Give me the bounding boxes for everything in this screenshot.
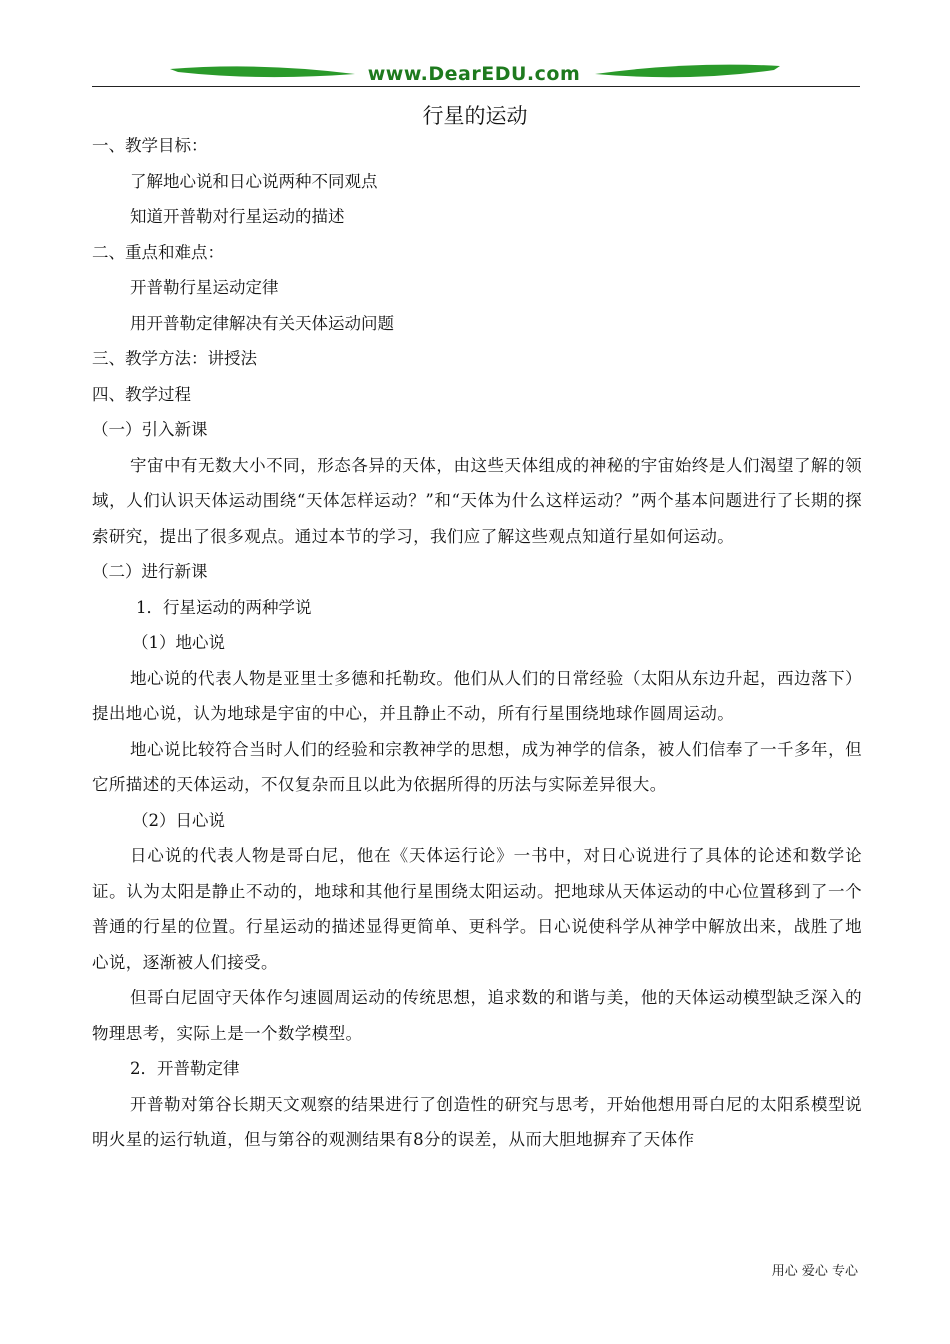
site-logo-text: www.DearEDU.com [367,63,581,85]
subsection-heading: （2）日心说 [132,810,225,830]
list-item: 用开普勒定律解决有关天体运动问题 [130,313,394,333]
section-heading: 四、教学过程 [92,384,191,404]
paragraph: 宇宙中有无数大小不同，形态各异的天体，由这些天体组成的神秘的宇宙始终是人们渴望了解的领域，人们认识天体运动围绕“天体怎样运动？”和“天体为什么这样运动？”两个基本问题进行了长期的探索研究，提出了很多观点。通过本节的学习，我们应了解这些观点知道行星如何运动。 [92,455,862,546]
page-title: 行星的运动 [422,104,528,128]
section-heading: 二、重点和难点： [92,242,224,262]
paragraph: 日心说的代表人物是哥白尼，他在《天体运行论》一书中，对日心说进行了具体的论述和数学论证。认为太阳是静止不动的，地球和其他行星围绕太阳运动。把地球从天体运动的中心位置移到了一个普通的行星的位置。行星运动的描述显得更简单、更科学。日心说使科学从神学中解放出来，战胜了地心说，逐渐被人们接受。 [92,846,862,972]
subsection-heading: （一）引入新课 [92,420,208,439]
list-item: 了解地心说和日心说两种不同观点 [130,171,378,191]
document-body [92,128,862,1158]
header-rule [92,86,860,87]
paragraph: 地心说比较符合当时人们的经验和宗教神学的思想，成为神学的信条，被人们信奉了一千多年，但它所描述的天体运动，不仅复杂而且以此为依据所得的历法与实际差异很大。 [92,739,862,794]
subsection-heading: 1．行星运动的两种学说 [136,597,312,617]
section-heading: 一、教学目标： [92,136,208,155]
subsection-heading: （二）进行新课 [92,562,208,581]
subsection-heading: 2．开普勒定律 [130,1059,240,1078]
paragraph: 但哥白尼固守天体作匀速圆周运动的传统思想，追求数的和谐与美，他的天体运动模型缺乏深入的物理思考，实际上是一个数学模型。 [92,988,862,1043]
paragraph: 开普勒对第谷长期天文观察的结果进行了创造性的研究与思考，开始他想用哥白尼的太阳系模型说明火星的运行轨道，但与第谷的观测结果有8分的误差，从而大胆地摒弃了天体作 [92,1094,862,1149]
list-item: 知道开普勒对行星运动的描述 [130,207,345,226]
list-item: 开普勒行星运动定律 [130,278,279,297]
footer-text: 用心 爱心 专心 [771,1264,858,1279]
paragraph: 地心说的代表人物是亚里士多德和托勒玫。他们从人们的日常经验（太阳从东边升起，西边落下）提出地心说，认为地球是宇宙的中心，并且静止不动，所有行星围绕地球作圆周运动。 [92,668,862,723]
subsection-heading: （1）地心说 [132,633,225,652]
section-heading: 三、教学方法：讲授法 [92,349,257,368]
